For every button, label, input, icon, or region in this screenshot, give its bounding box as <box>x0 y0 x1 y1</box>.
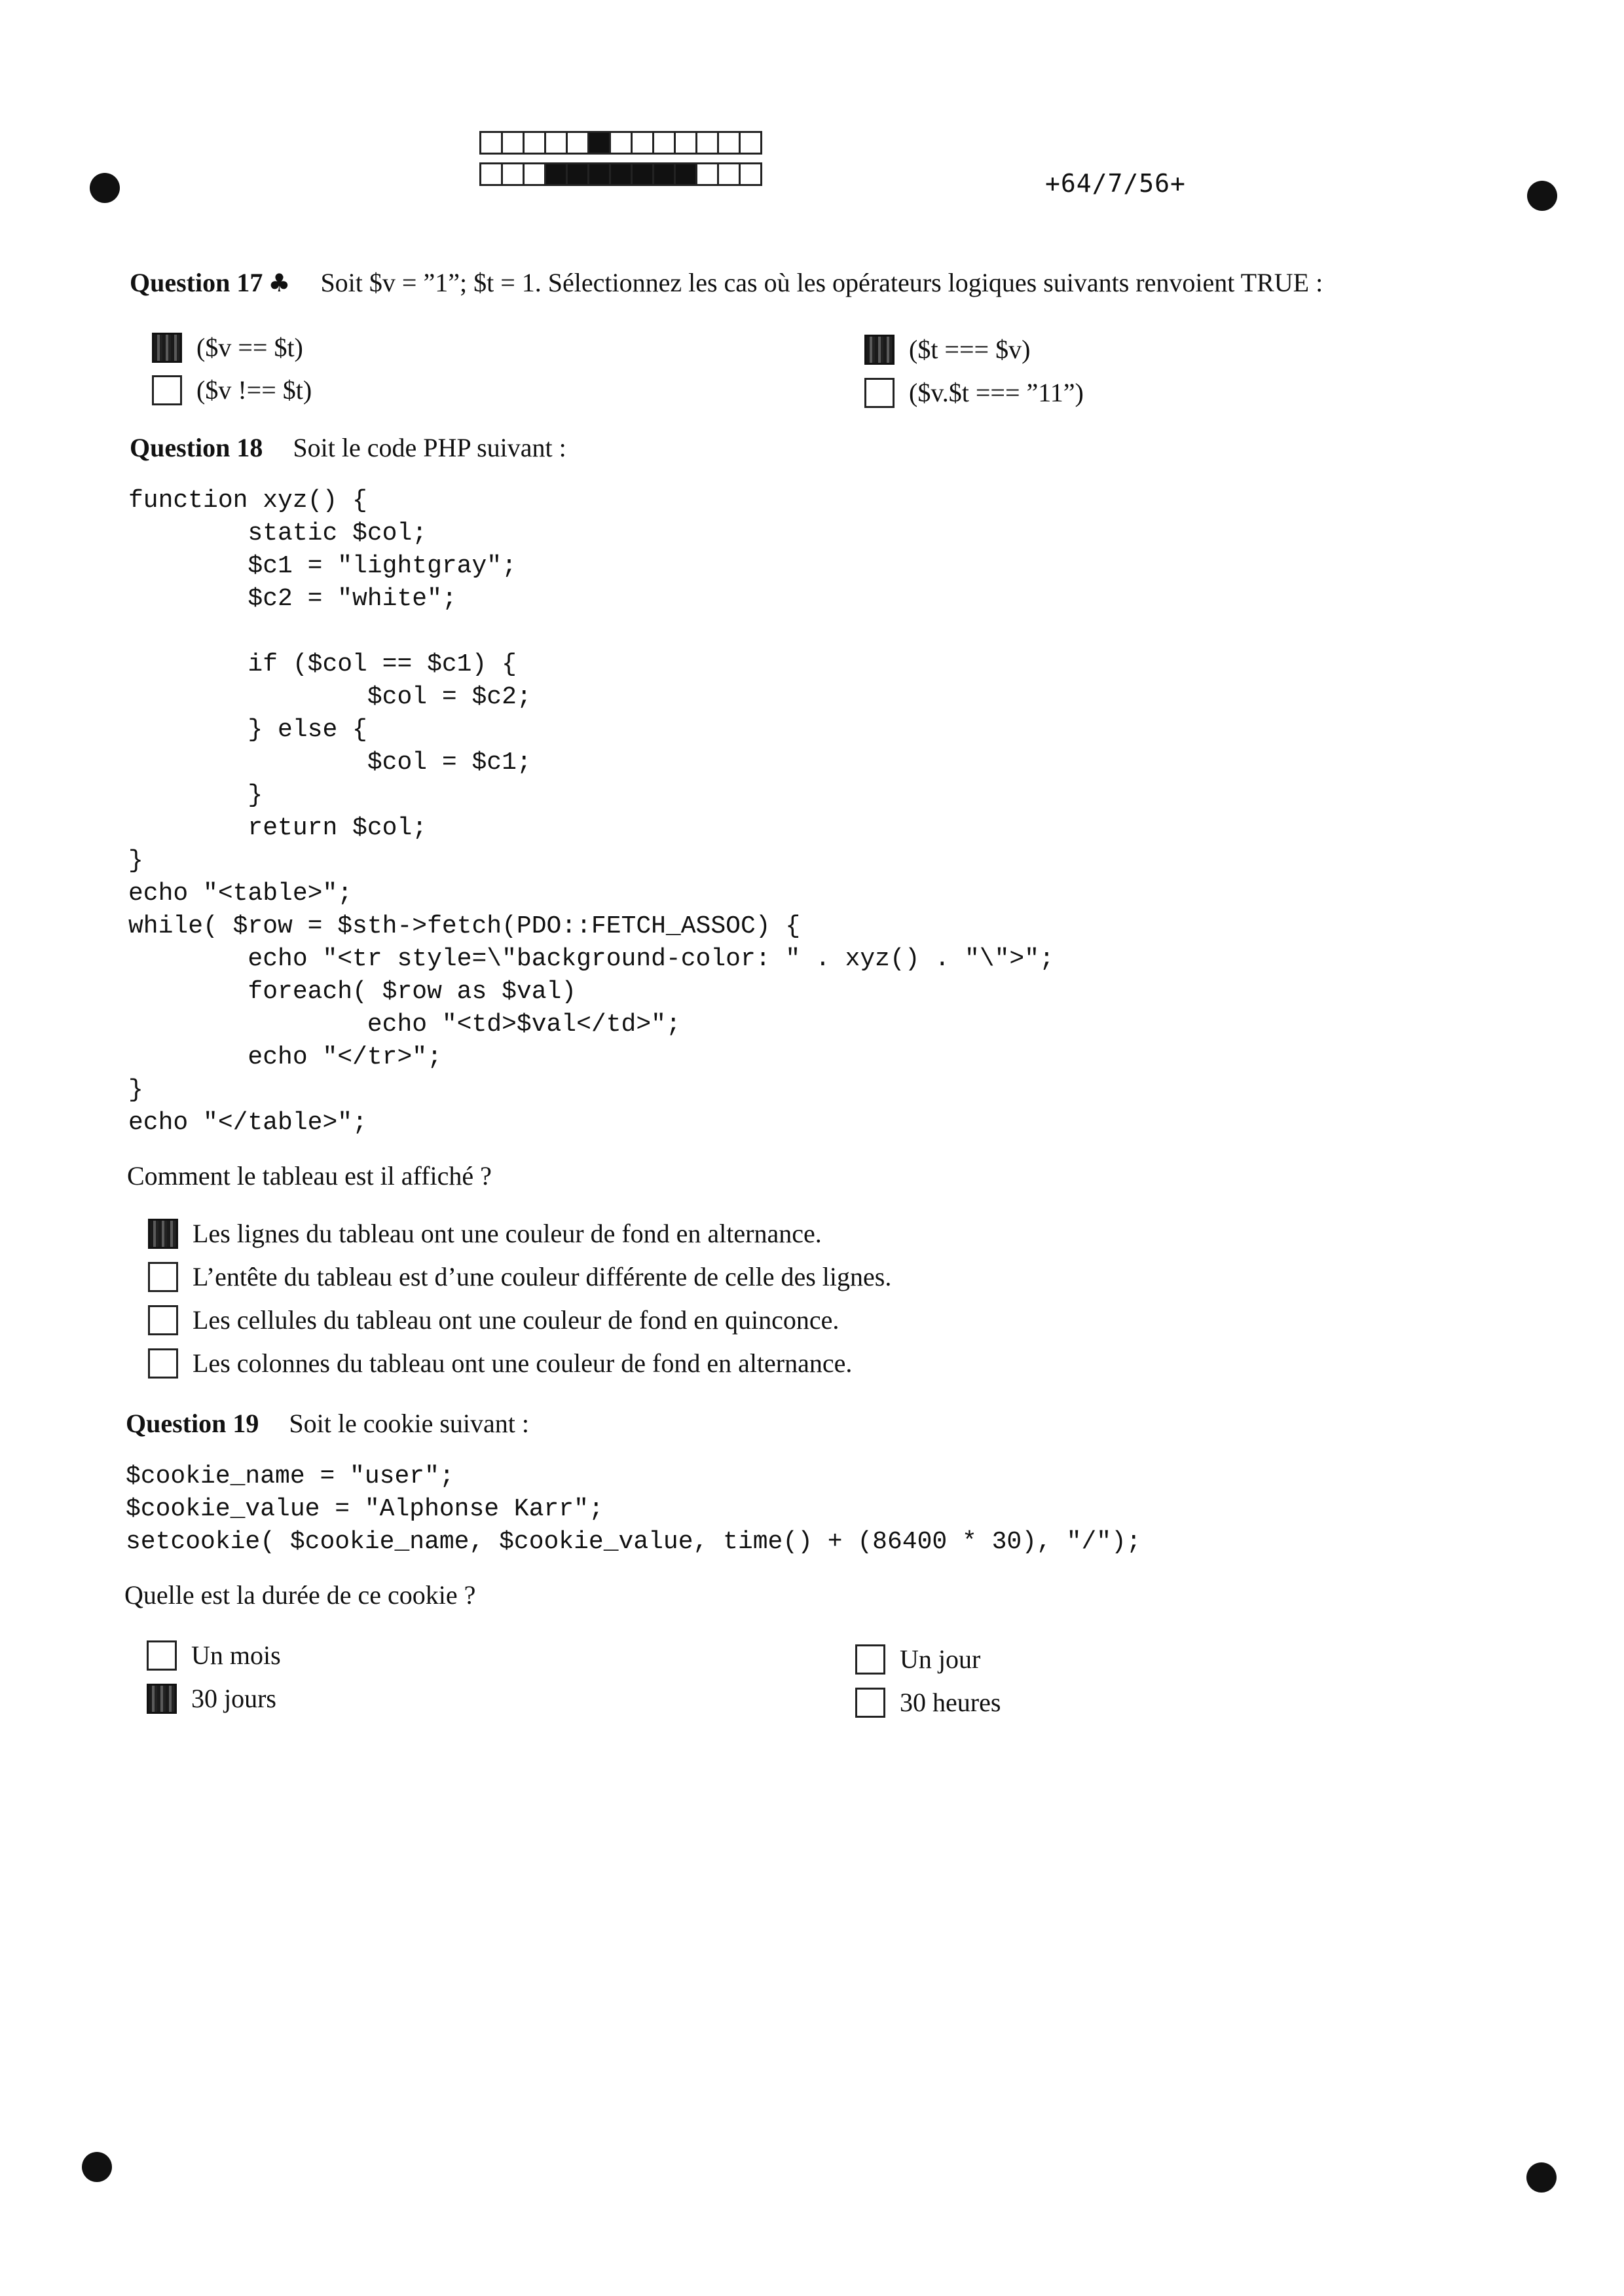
question-19-header <box>126 1408 529 1439</box>
page-code: +64/7/56+ <box>1045 169 1186 198</box>
q17-option-4[interactable] <box>864 377 1084 408</box>
grid-cell-filled <box>587 162 611 186</box>
question-19-prompt: Quelle est la durée de ce cookie ? <box>124 1580 476 1610</box>
grid-cell-empty <box>674 131 697 155</box>
grid-cell-filled <box>631 162 654 186</box>
grid-cell-empty <box>717 131 741 155</box>
php-code-block: function xyz() { static $col; $c1 = "lightgray"; $c2 = "white"; if ($col == $c1) { $col = $c2; } else { $col = $c1; } return $col; } echo "<table>"; while( $row = $sth->fetch(PDO::FETCH_ASSOC) { echo "<tr style=\"background-color: " . xyz() . "\">"; foreach( $row as $val) echo "<td>$val</td>"; echo "</tr>"; } echo "</table>"; <box>128 487 1054 1137</box>
id-grid-top <box>479 131 760 155</box>
grid-cell-empty <box>544 131 568 155</box>
option-label: Les colonnes du tableau ont une couleur de fond en alternance. <box>193 1348 853 1378</box>
question-17-header <box>130 267 1323 298</box>
checkbox-unchecked[interactable] <box>147 1640 177 1671</box>
q18-option-4[interactable] <box>148 1348 852 1379</box>
question-19-text: Soit le cookie suivant : <box>289 1409 529 1438</box>
registration-mark-bottom-right <box>1526 2162 1557 2193</box>
multiple-answer-club-icon: ♣ <box>268 268 291 297</box>
checkbox-checked[interactable] <box>152 333 182 363</box>
checkbox-unchecked[interactable] <box>148 1262 178 1292</box>
q18-option-1[interactable] <box>148 1218 822 1249</box>
q19-option-4[interactable] <box>855 1687 1001 1718</box>
question-19-number: Question 19 <box>126 1409 259 1438</box>
q18-option-2[interactable] <box>148 1261 891 1292</box>
q19-option-1[interactable] <box>147 1640 281 1671</box>
grid-cell-empty <box>479 131 503 155</box>
grid-cell-empty <box>523 162 546 186</box>
grid-cell-empty <box>631 131 654 155</box>
grid-cell-empty <box>501 131 525 155</box>
q18-option-3[interactable] <box>148 1305 839 1335</box>
grid-cell-empty <box>479 162 503 186</box>
grid-cell-empty <box>739 131 762 155</box>
checkbox-unchecked[interactable] <box>148 1305 178 1335</box>
checkbox-checked[interactable] <box>148 1219 178 1249</box>
option-label: Un jour <box>900 1644 981 1674</box>
option-label: 30 jours <box>191 1684 276 1713</box>
option-label: Les lignes du tableau ont une couleur de fond en alternance. <box>193 1219 822 1248</box>
checkbox-unchecked[interactable] <box>855 1688 885 1718</box>
checkbox-unchecked[interactable] <box>855 1644 885 1675</box>
question-17-text: Soit $v = ”1”; $t = 1. Sélectionnez les cas où les opérateurs logiques suivants renvoient TRUE : <box>320 268 1323 297</box>
grid-cell-empty <box>695 131 719 155</box>
grid-cell-filled <box>674 162 697 186</box>
q17-option-2[interactable] <box>864 334 1030 365</box>
option-label: L’entête du tableau est d’une couleur différente de celle des lignes. <box>193 1262 892 1291</box>
registration-mark-top-left <box>90 173 120 203</box>
cookie-code-block: $cookie_name = "user"; $cookie_value = "Alphonse Karr"; setcookie( $cookie_name, $cookie_value, time() + (86400 * 30), "/"); <box>126 1462 1141 1556</box>
registration-mark-bottom-left <box>82 2152 112 2182</box>
option-label: 30 heures <box>900 1688 1001 1717</box>
question-18-header <box>130 432 566 463</box>
grid-cell-empty <box>566 131 589 155</box>
checkbox-checked[interactable] <box>864 335 895 365</box>
question-18-prompt: Comment le tableau est il affiché ? <box>127 1161 492 1191</box>
checkbox-unchecked[interactable] <box>864 378 895 408</box>
grid-cell-empty <box>717 162 741 186</box>
checkbox-checked[interactable] <box>147 1684 177 1714</box>
grid-cell-empty <box>739 162 762 186</box>
grid-cell-filled <box>566 162 589 186</box>
grid-cell-filled <box>652 162 676 186</box>
question-18-text: Soit le code PHP suivant : <box>293 433 566 462</box>
q17-option-1[interactable] <box>152 332 303 363</box>
grid-cell-empty <box>609 131 633 155</box>
registration-mark-top-right <box>1527 181 1557 211</box>
question-17-number: Question 17 <box>130 268 263 297</box>
grid-cell-empty <box>695 162 719 186</box>
q19-option-2[interactable] <box>855 1644 980 1675</box>
grid-cell-filled <box>587 131 611 155</box>
option-label: ($v.$t === ”11”) <box>909 378 1084 407</box>
option-label: Un mois <box>191 1640 281 1670</box>
option-label: ($t === $v) <box>909 335 1031 364</box>
q19-option-3[interactable] <box>147 1683 276 1714</box>
grid-cell-empty <box>523 131 546 155</box>
checkbox-unchecked[interactable] <box>148 1348 178 1379</box>
option-label: ($v == $t) <box>196 333 303 362</box>
option-label: ($v !== $t) <box>196 375 312 405</box>
grid-cell-filled <box>544 162 568 186</box>
grid-cell-empty <box>501 162 525 186</box>
question-18-number: Question 18 <box>130 433 263 462</box>
id-grid-bottom <box>479 162 760 186</box>
q17-option-3[interactable] <box>152 375 312 405</box>
grid-cell-filled <box>609 162 633 186</box>
option-label: Les cellules du tableau ont une couleur de fond en quinconce. <box>193 1305 840 1335</box>
grid-cell-empty <box>652 131 676 155</box>
checkbox-unchecked[interactable] <box>152 375 182 405</box>
